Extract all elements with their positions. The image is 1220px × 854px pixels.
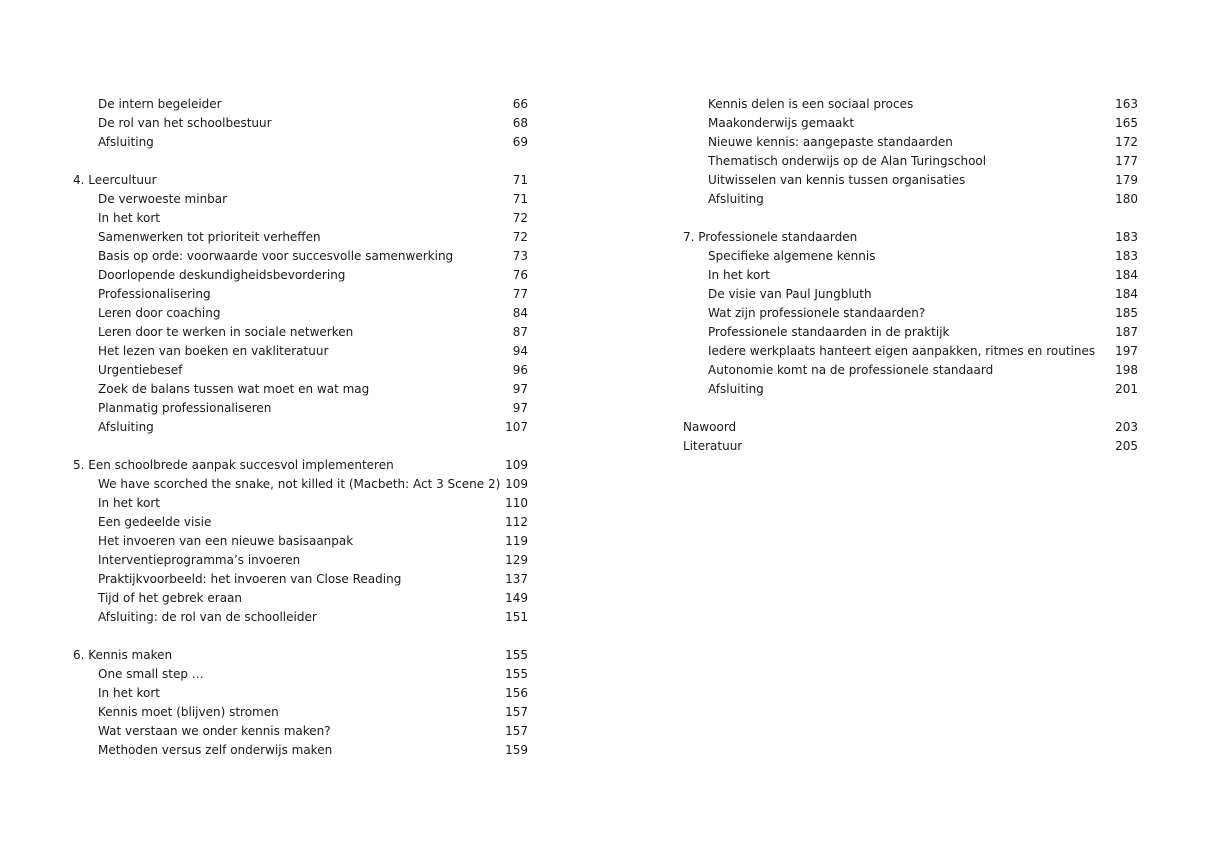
toc-chapter bbox=[73, 646, 528, 665]
toc-page-number: 71 bbox=[512, 192, 528, 206]
toc-page-number: 119 bbox=[505, 534, 528, 548]
toc-chapter-title: 4. Leercultuur bbox=[73, 173, 157, 187]
toc-entry bbox=[683, 380, 1138, 399]
toc-entry-title: Autonomie komt na de professionele standaard bbox=[708, 363, 994, 377]
toc-chapter-title: 7. Professionele standaarden bbox=[683, 230, 858, 244]
toc-entry bbox=[73, 608, 528, 627]
toc-entry bbox=[73, 361, 528, 380]
toc-page-number: 76 bbox=[512, 268, 528, 282]
toc-page-number: 156 bbox=[505, 686, 528, 700]
toc-left-column bbox=[73, 95, 528, 760]
toc-entry-title: Urgentiebesef bbox=[98, 363, 183, 377]
toc-entry bbox=[73, 95, 528, 114]
toc-entry-title: Praktijkvoorbeeld: het invoeren van Close Reading bbox=[98, 572, 402, 586]
toc-entry-title: Interventieprogramma’s invoeren bbox=[98, 553, 301, 567]
toc-page-number: 165 bbox=[1115, 116, 1138, 130]
toc-page-number: 94 bbox=[512, 344, 528, 358]
toc-entry bbox=[683, 95, 1138, 114]
toc-entry-title: Het invoeren van een nieuwe basisaanpak bbox=[98, 534, 354, 548]
toc-page-number: 159 bbox=[505, 743, 528, 757]
toc-entry-title: De verwoeste minbar bbox=[98, 192, 228, 206]
toc-entry-title: Afsluiting bbox=[98, 135, 154, 149]
toc-entry bbox=[73, 570, 528, 589]
toc-page-number: 157 bbox=[505, 724, 528, 738]
toc-entry bbox=[73, 247, 528, 266]
toc-chapter bbox=[683, 228, 1138, 247]
toc-page-number: 205 bbox=[1115, 439, 1138, 453]
toc-entry-title: In het kort bbox=[708, 268, 770, 282]
toc-entry bbox=[683, 342, 1138, 361]
toc-chapter bbox=[683, 437, 1138, 456]
toc-chapter-title: 6. Kennis maken bbox=[73, 648, 173, 662]
toc-entry bbox=[683, 285, 1138, 304]
toc-page-number: 185 bbox=[1115, 306, 1138, 320]
toc-entry-title: Zoek de balans tussen wat moet en wat mag bbox=[98, 382, 370, 396]
toc-entry-title: Maakonderwijs gemaakt bbox=[708, 116, 855, 130]
toc-chapter bbox=[683, 418, 1138, 437]
toc-entry bbox=[683, 190, 1138, 209]
toc-entry bbox=[683, 152, 1138, 171]
toc-page-number: 184 bbox=[1115, 268, 1138, 282]
toc-page-number: 201 bbox=[1115, 382, 1138, 396]
toc-page-number: 172 bbox=[1115, 135, 1138, 149]
toc-entry-title: In het kort bbox=[98, 496, 160, 510]
section-spacer bbox=[73, 152, 528, 171]
toc-page-number: 203 bbox=[1115, 420, 1138, 434]
toc-entry bbox=[683, 247, 1138, 266]
toc-entry-title: In het kort bbox=[98, 686, 160, 700]
toc-entry bbox=[73, 304, 528, 323]
toc-chapter-title: 5. Een schoolbrede aanpak succesvol implementeren bbox=[73, 458, 394, 472]
toc-entry-title: Nieuwe kennis: aangepaste standaarden bbox=[708, 135, 953, 149]
toc-entry-title: Kennis delen is een sociaal proces bbox=[708, 97, 914, 111]
toc-entry bbox=[683, 304, 1138, 323]
toc-entry-title: Thematisch onderwijs op de Alan Turingschool bbox=[708, 154, 987, 168]
toc-entry-title: Leren door coaching bbox=[98, 306, 221, 320]
toc-entry bbox=[73, 418, 528, 437]
toc-entry-title: Een gedeelde visie bbox=[98, 515, 212, 529]
toc-page-number: 137 bbox=[505, 572, 528, 586]
toc-entry bbox=[73, 114, 528, 133]
toc-chapter-title: Literatuur bbox=[683, 439, 743, 453]
toc-page-number: 109 bbox=[505, 477, 528, 491]
toc-page-number: 87 bbox=[512, 325, 528, 339]
toc-page-number: 180 bbox=[1115, 192, 1138, 206]
toc-entry-title: Methoden versus zelf onderwijs maken bbox=[98, 743, 333, 757]
toc-entry-title: Basis op orde: voorwaarde voor succesvolle samenwerking bbox=[98, 249, 454, 263]
toc-entry-title: Kennis moet (blijven) stromen bbox=[98, 705, 279, 719]
toc-page-number: 71 bbox=[512, 173, 528, 187]
toc-page-number: 151 bbox=[505, 610, 528, 624]
toc-entry-title: One small step … bbox=[98, 667, 204, 681]
toc-page-number: 198 bbox=[1115, 363, 1138, 377]
toc-entry-title: In het kort bbox=[98, 211, 160, 225]
toc-entry-title: Planmatig professionaliseren bbox=[98, 401, 272, 415]
toc-page-number: 97 bbox=[512, 401, 528, 415]
toc-entry-title: We have scorched the snake, not killed it (Macbeth: Act 3 Scene 2) bbox=[98, 477, 501, 491]
toc-page-number: 197 bbox=[1115, 344, 1138, 358]
toc-entry bbox=[683, 361, 1138, 380]
toc-entry bbox=[73, 589, 528, 608]
toc-page-number: 109 bbox=[505, 458, 528, 472]
toc-entry-title: Professionalisering bbox=[98, 287, 211, 301]
toc-page-number: 73 bbox=[512, 249, 528, 263]
toc-entry bbox=[683, 133, 1138, 152]
toc-entry-title: De rol van het schoolbestuur bbox=[98, 116, 272, 130]
toc-entry bbox=[73, 513, 528, 532]
toc-entry-title: Wat verstaan we onder kennis maken? bbox=[98, 724, 331, 738]
toc-entry bbox=[683, 171, 1138, 190]
toc-page-number: 69 bbox=[512, 135, 528, 149]
toc-entry bbox=[73, 551, 528, 570]
section-spacer bbox=[73, 627, 528, 646]
toc-entry bbox=[73, 342, 528, 361]
toc-entry bbox=[73, 323, 528, 342]
toc-entry bbox=[73, 722, 528, 741]
toc-page-number: 68 bbox=[512, 116, 528, 130]
section-spacer bbox=[683, 209, 1138, 228]
toc-entry bbox=[73, 741, 528, 760]
section-spacer bbox=[73, 437, 528, 456]
toc-page-number: 155 bbox=[505, 648, 528, 662]
toc-entry-title: Het lezen van boeken en vakliteratuur bbox=[98, 344, 329, 358]
toc-entry-title: De visie van Paul Jungbluth bbox=[708, 287, 872, 301]
toc-page-number: 184 bbox=[1115, 287, 1138, 301]
toc-entry bbox=[73, 475, 528, 494]
toc-entry bbox=[683, 323, 1138, 342]
toc-page-number: 179 bbox=[1115, 173, 1138, 187]
toc-page-number: 66 bbox=[512, 97, 528, 111]
toc-entry bbox=[73, 285, 528, 304]
toc-page-number: 187 bbox=[1115, 325, 1138, 339]
toc-page-number: 84 bbox=[512, 306, 528, 320]
toc-page-number: 110 bbox=[505, 496, 528, 510]
toc-page-number: 177 bbox=[1115, 154, 1138, 168]
toc-page-number: 183 bbox=[1115, 249, 1138, 263]
toc-page-number: 157 bbox=[505, 705, 528, 719]
toc-entry-title: Afsluiting bbox=[708, 192, 764, 206]
toc-entry-title: Samenwerken tot prioriteit verheffen bbox=[98, 230, 321, 244]
toc-entry bbox=[73, 532, 528, 551]
toc-entry-title: Iedere werkplaats hanteert eigen aanpakken, ritmes en routines bbox=[708, 344, 1096, 358]
toc-entry bbox=[73, 209, 528, 228]
toc-page-number: 155 bbox=[505, 667, 528, 681]
toc-right-column bbox=[683, 95, 1138, 456]
toc-entry-title: Professionele standaarden in de praktijk bbox=[708, 325, 950, 339]
toc-page-number: 97 bbox=[512, 382, 528, 396]
toc-entry-title: Uitwisselen van kennis tussen organisaties bbox=[708, 173, 966, 187]
toc-page-number: 107 bbox=[505, 420, 528, 434]
toc-entry bbox=[73, 703, 528, 722]
toc-entry bbox=[73, 190, 528, 209]
toc-chapter bbox=[73, 171, 528, 190]
toc-entry bbox=[73, 228, 528, 247]
toc-entry bbox=[73, 494, 528, 513]
toc-entry bbox=[683, 114, 1138, 133]
toc-entry bbox=[73, 133, 528, 152]
toc-page-number: 149 bbox=[505, 591, 528, 605]
toc-entry-title: Afsluiting bbox=[98, 420, 154, 434]
toc-page-number: 112 bbox=[505, 515, 528, 529]
toc-entry bbox=[73, 665, 528, 684]
toc-page-number: 72 bbox=[512, 211, 528, 225]
toc-page-number: 96 bbox=[512, 363, 528, 377]
toc-entry bbox=[73, 380, 528, 399]
toc-page-number: 129 bbox=[505, 553, 528, 567]
toc-entry bbox=[73, 266, 528, 285]
toc-page-number: 72 bbox=[512, 230, 528, 244]
section-spacer bbox=[683, 399, 1138, 418]
toc-entry bbox=[683, 266, 1138, 285]
toc-entry-title: Doorlopende deskundigheidsbevordering bbox=[98, 268, 346, 282]
toc-page-number: 77 bbox=[512, 287, 528, 301]
toc-entry-title: Tijd of het gebrek eraan bbox=[98, 591, 243, 605]
toc-page-number: 183 bbox=[1115, 230, 1138, 244]
toc-chapter-title: Nawoord bbox=[683, 420, 737, 434]
toc-chapter bbox=[73, 456, 528, 475]
toc-entry bbox=[73, 684, 528, 703]
toc-entry-title: Leren door te werken in sociale netwerken bbox=[98, 325, 354, 339]
toc-entry-title: De intern begeleider bbox=[98, 97, 222, 111]
toc-page-number: 163 bbox=[1115, 97, 1138, 111]
toc-entry-title: Specifieke algemene kennis bbox=[708, 249, 876, 263]
toc-entry-title: Afsluiting: de rol van de schoolleider bbox=[98, 610, 317, 624]
toc-entry bbox=[73, 399, 528, 418]
toc-entry-title: Wat zijn professionele standaarden? bbox=[708, 306, 926, 320]
toc-entry-title: Afsluiting bbox=[708, 382, 764, 396]
